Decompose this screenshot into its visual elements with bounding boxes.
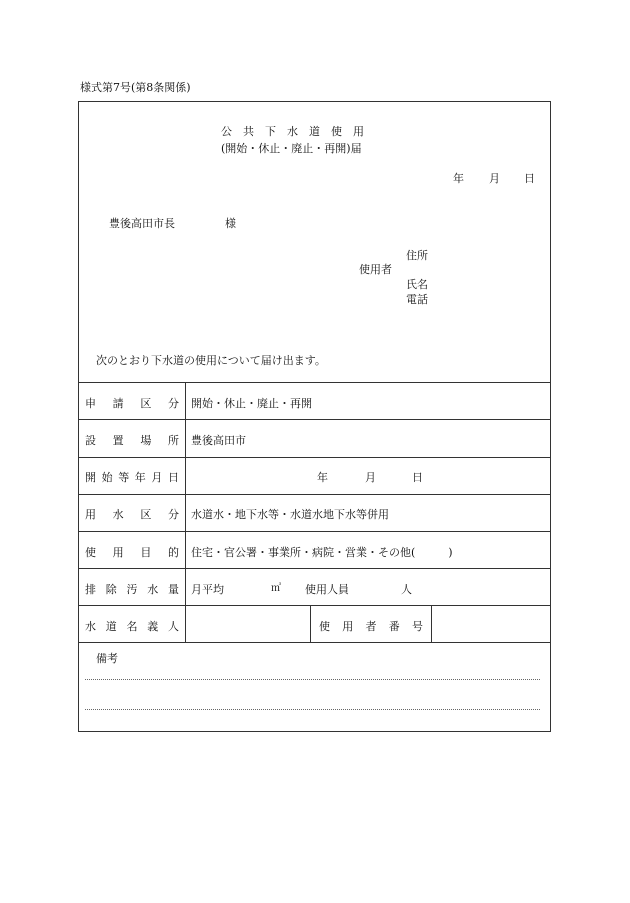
row-label-purpose: 使 用 目 的 xyxy=(85,546,179,559)
user-number-value[interactable] xyxy=(437,612,545,636)
addressee: 豊後高田市長 xyxy=(109,217,175,230)
notification-form xyxy=(78,101,551,732)
row-divider xyxy=(79,605,550,606)
user-label: 使用者 xyxy=(359,263,392,276)
user-address-label: 住所 xyxy=(406,249,428,262)
user-name-label: 氏名 xyxy=(406,278,428,291)
start-date-year[interactable]: 年 xyxy=(317,471,328,484)
date-month: 月 xyxy=(489,172,500,185)
row-divider xyxy=(79,531,550,532)
form-title-line1: 公 共 下 水 道 使 用 xyxy=(221,125,364,138)
row-divider xyxy=(79,457,550,458)
row-label-start-date: 開 始 等 年 月 日 xyxy=(85,471,179,484)
user-number-label: 使 用 者 番 号 xyxy=(319,620,423,633)
row-label-water-account-holder: 水 道 名 義 人 xyxy=(85,620,179,633)
water-type-options[interactable]: 水道水・地下水等・水道水地下水等併用 xyxy=(191,508,389,521)
addressee-honorific: 様 xyxy=(225,217,236,230)
user-number-divider-left xyxy=(310,605,311,642)
table-bottom-line xyxy=(79,642,550,643)
statement-text: 次のとおり下水道の使用について届け出ます。 xyxy=(96,354,326,367)
persons-label: 使用人員 xyxy=(305,583,349,596)
start-date-day[interactable]: 日 xyxy=(412,471,423,484)
table-top-line xyxy=(79,382,550,383)
remarks-line-2[interactable] xyxy=(85,709,540,710)
form-number: 様式第7号(第8条関係) xyxy=(80,81,191,94)
date-year: 年 xyxy=(453,172,464,185)
purpose-options[interactable]: 住宅・官公署・事業所・病院・営業・その他( ) xyxy=(191,546,453,559)
date-day: 日 xyxy=(524,172,535,185)
row-label-wastewater-volume: 排 除 汚 水 量 xyxy=(85,583,179,596)
application-type-options[interactable]: 開始・休止・廃止・再開 xyxy=(191,397,312,410)
row-label-application-type: 申 請 区 分 xyxy=(85,397,179,410)
label-column-divider xyxy=(185,382,186,642)
form-title-line2: (開始・休止・廃止・再開)届 xyxy=(221,142,362,155)
location-value[interactable]: 豊後高田市 xyxy=(191,434,246,447)
user-number-divider-right xyxy=(431,605,432,642)
water-account-holder-value[interactable] xyxy=(191,612,303,636)
row-label-water-type: 用 水 区 分 xyxy=(85,508,179,521)
row-divider xyxy=(79,494,550,495)
row-label-location: 設 置 場 所 xyxy=(85,434,179,447)
remarks-label: 備考 xyxy=(96,652,118,665)
cubic-meter-unit: ㎥ xyxy=(271,583,281,594)
row-divider xyxy=(79,568,550,569)
row-divider xyxy=(79,419,550,420)
remarks-line-1[interactable] xyxy=(85,679,540,680)
start-date-month[interactable]: 月 xyxy=(365,471,376,484)
persons-unit: 人 xyxy=(401,583,412,596)
user-phone-label: 電話 xyxy=(406,293,428,306)
monthly-average-label: 月平均 xyxy=(191,583,224,596)
